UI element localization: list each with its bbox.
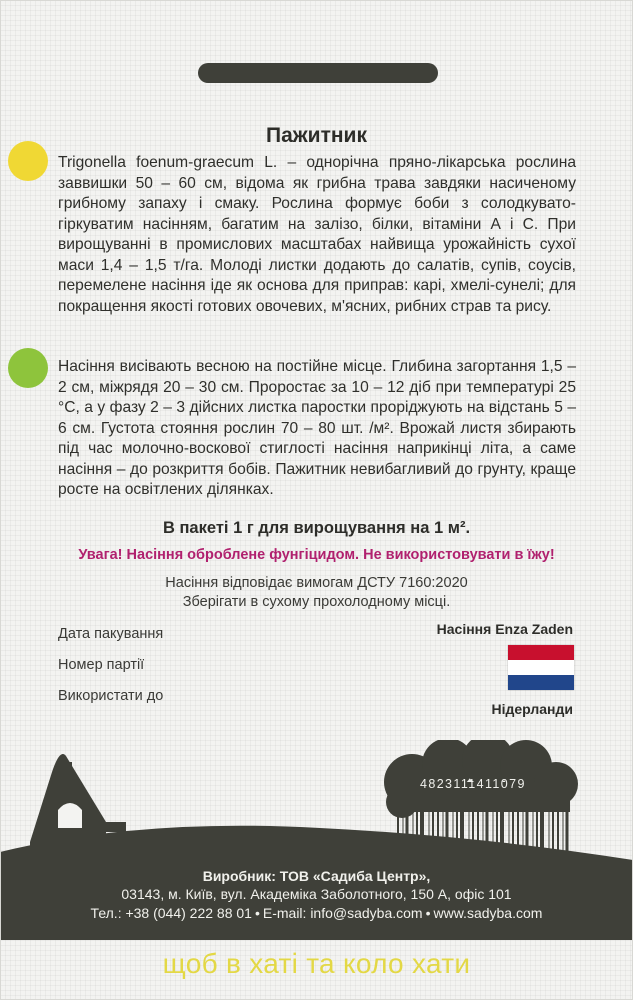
- description-paragraph-2: Насіння висівають весною на постійне місце. Глибина загортання 1,5 – 2 см, міжрядя 20 – 30 см. Проростає за 10 – 12 діб при температурі 25 °С, а у фазу 2 – 3 дійсних листка паростки проріджують на відстань 5 – 6 см. Густота стояння рослин 70 – 80 шт. /м². Врожай листя збирають під час молочно-воскової стиглості насіння наприкінці літа, а саме насіння – до розкриття бобів. Пажитник невибагливий до грунту, краще росте на освітлених ділянках.: [58, 358, 576, 498]
- description-paragraph-1: Trigonella foenum-graecum L. – однорічна пряно-лікарська рослина заввишки 50 – 60 см, відома як грибна трава завдяки насиченому грибному запаху і смаку. Рослина формує боби з солодкувато-гіркуватим насінням, багатим на залізо, білки, вітаміни А і С. При вирощуванні в промислових масштабах найвища урожайність сухої маси 1,4 – 1,5 т/га. Молоді листки додають до салатів, супів, соусів, перемелене насіння іде як основа для приправ: карі, хмелі-сунелі; для покращення якості готових овочевих, м'ясних, рибних страв та рису.: [58, 154, 576, 315]
- hang-hole: [198, 63, 438, 83]
- manufacturer-address: 03143, м. Київ, вул. Академіка Заболотного, 150 А, офіс 101: [121, 886, 512, 902]
- slogan: щоб в хаті та коло хати: [162, 948, 471, 979]
- seed-brand: Насіння Enza Zaden: [436, 621, 573, 637]
- standard-note: Насіння відповідає вимогам ДСТУ 7160:2020: [165, 575, 468, 591]
- yellow-dot-icon: [8, 141, 48, 181]
- manufacturer-contacts: Тел.: +38 (044) 222 88 01 • E-mail: info@sadyba.com • www.sadyba.com: [90, 905, 543, 921]
- email[interactable]: E-mail: info@sadyba.com: [262, 905, 423, 921]
- storage-note: Зберігати в сухому прохолодному місці.: [182, 594, 451, 610]
- pack-date-label: Дата пакування: [58, 626, 164, 642]
- website-link[interactable]: www.sadyba.com: [433, 905, 543, 921]
- netherlands-flag-icon: [508, 645, 574, 690]
- manufacturer-name: Виробник: ТОВ «Садиба Центр»,: [202, 868, 431, 884]
- use-by-label: Використати до: [58, 688, 164, 704]
- package-amount: В пакеті 1 г для вирощування на 1 м².: [162, 519, 471, 537]
- origin-country: Нідерланди: [491, 701, 573, 717]
- fungicide-warning: Увага! Насіння оброблене фунгіцидом. Не використовувати в їжу!: [78, 547, 555, 563]
- product-title: Пажитник: [266, 124, 367, 147]
- phone: Тел.: +38 (044) 222 88 01: [90, 905, 252, 921]
- green-dot-icon: [8, 348, 48, 388]
- batch-number-label: Номер партії: [58, 657, 145, 673]
- barcode-number: 4823111411079: [420, 777, 526, 791]
